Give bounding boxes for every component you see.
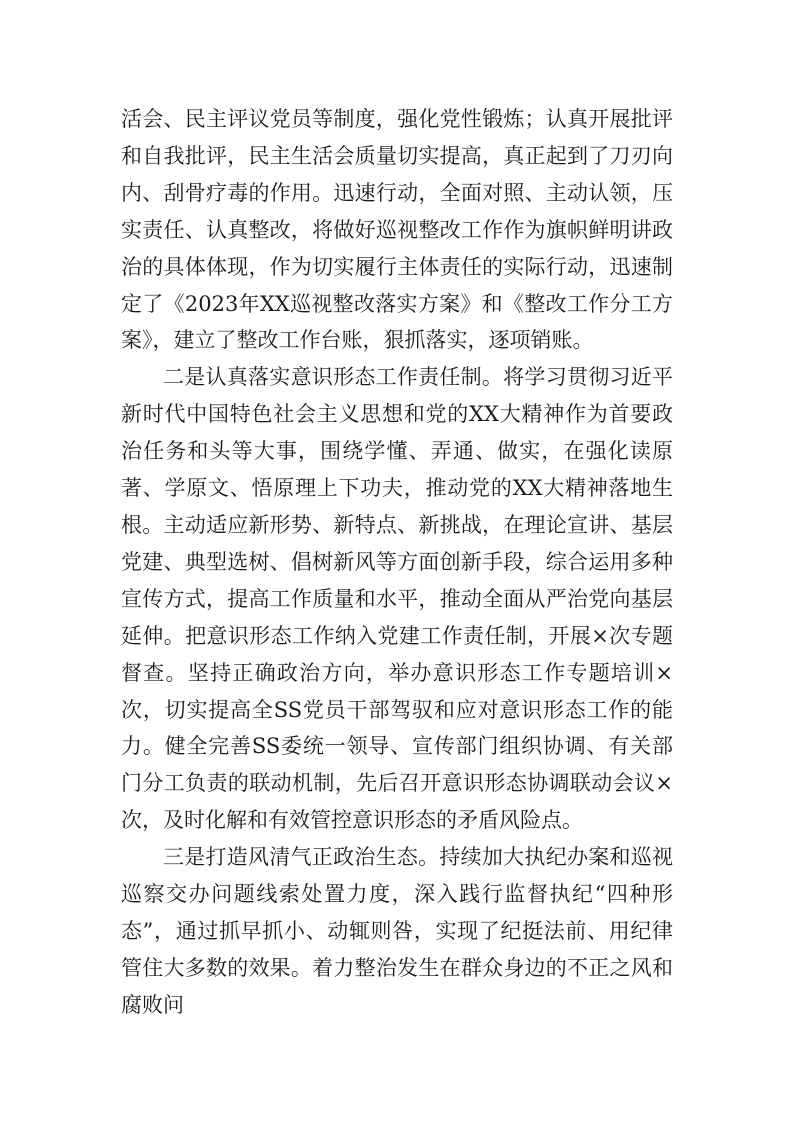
paragraph-ideology-responsibility: 二是认真落实意识形态工作责任制。将学习贯彻习近平新时代中国特色社会主义思想和党的XX大精神作为首要政治任务和头等大事，围绕学懂、弄通、做实，在强化读原著、学原文、悟原理上下功夫，推动党的XX大精神落地生根。主动适应新形势、新特点、新挑战，在理论宣讲、基层党建、典型选树、倡树新风等方面创新手段，综合运用多种宣传方式，提高工作质量和水平，推动全面从严治党向基层延伸。把意识形态工作纳入党建工作责任制，开展×次专题督查。坚持正确政治方向，举办意识形态工作专题培训×次，切实提高全SS党员干部驾驭和应对意识形态工作的能力。健全完善SS委统一领导、宣传部门组织协调、有关部门分工负责的联动机制，先后召开意识形态协调联动会议×次，及时化解和有效管控意识形态的矛盾风险点。	[121, 365, 673, 833]
document-page	[121, 101, 673, 1024]
paragraph-continuation: 活会、民主评议党员等制度，强化党性锻炼；认真开展批评和自我批评，民主生活会质量切实提高，真正起到了刀刃向内、刮骨疗毒的作用。迅速行动，全面对照、主动认领，压实责任、认真整改，将做好巡视整改工作作为旗帜鲜明讲政治的具体体现，作为切实履行主体责任的实际行动，迅速制定了《2023年XX巡视整改落实方案》和《整改工作分工方案》，建立了整改工作台账，狠抓落实，逐项销账。	[121, 107, 673, 353]
paragraph-political-ecology: 三是打造风清气正政治生态。持续加大执纪办案和巡视巡察交办问题线索处置力度，深入践行监督执纪“四种形态”，通过抓早抓小、动辄则咎，实现了纪挺法前、用纪律管住大多数的效果。着力整治发生在群众身边的不正之风和腐败问	[121, 845, 673, 1017]
